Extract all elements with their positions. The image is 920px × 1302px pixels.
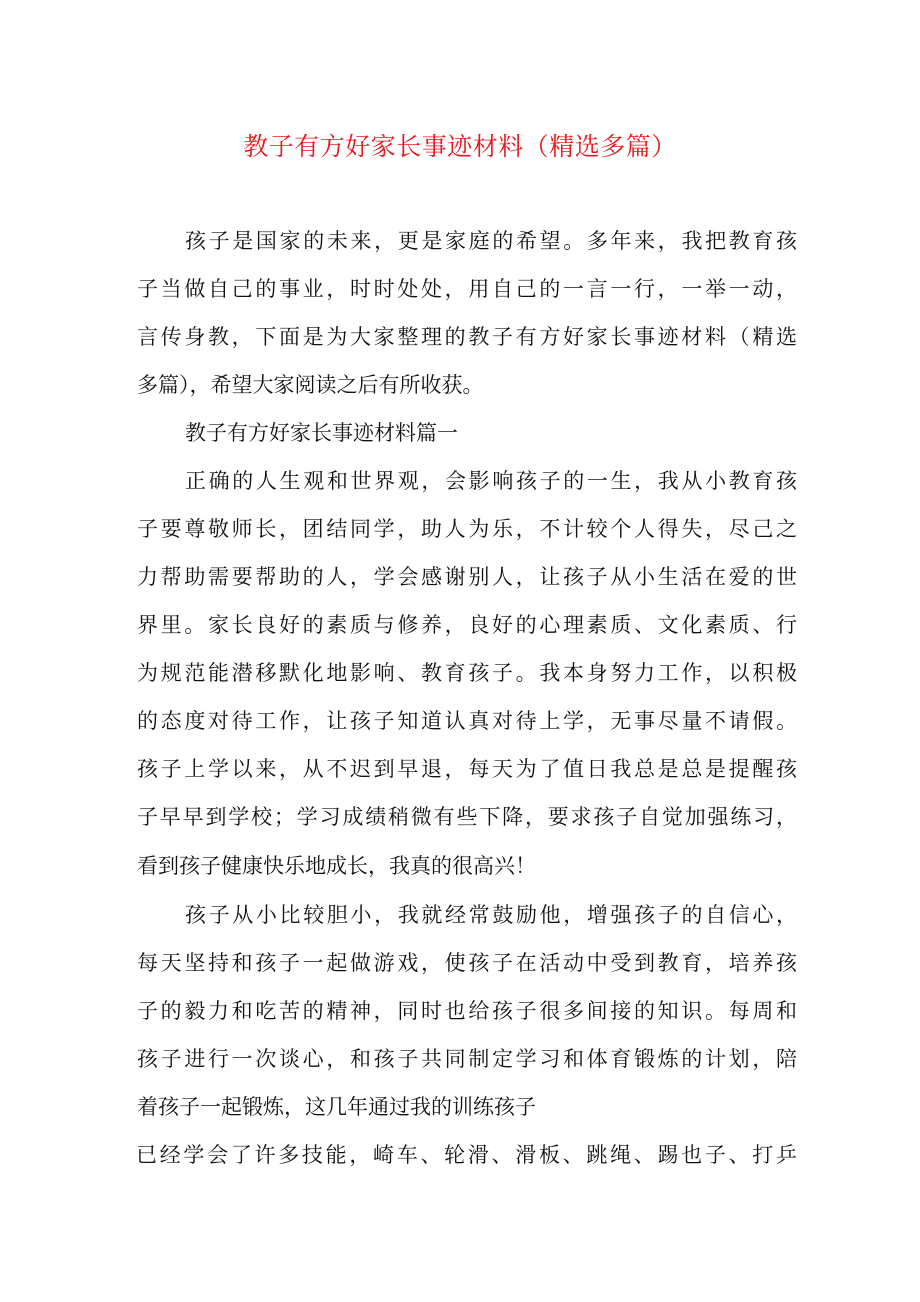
paragraph-line: 的态度对待工作，让孩子知道认真对待上学，无事尽量不请假。 <box>137 709 797 733</box>
paragraph-line: 为规范能潜移默化地影响、教育孩子。我本身努力工作，以积极 <box>137 661 797 685</box>
paragraph-line: 子当做自己的事业，时时处处，用自己的一言一行，一举一动， <box>137 277 797 301</box>
paragraph-line: 言传身教，下面是为大家整理的教子有方好家长事迹材料（精选 <box>137 325 797 349</box>
paragraph-line: 孩子从小比较胆小，我就经常鼓励他，增强孩子的自信心， <box>185 903 797 927</box>
section-heading: 教子有方好家长事迹材料篇一 <box>185 421 458 445</box>
paragraph-line: 孩子进行一次谈心，和孩子共同制定学习和体育锻炼的计划，陪 <box>137 1047 797 1071</box>
document-body <box>137 217 797 1179</box>
paragraph-line: 已经学会了许多技能，崎车、轮滑、滑板、跳绳、踢也子、打乒 <box>136 1143 797 1167</box>
paragraph-line: 孩子上学以来，从不迟到早退，每天为了值日我总是总是提醒孩 <box>137 757 797 781</box>
paragraph-line: 孩子是国家的未来，更是家庭的希望。多年来，我把教育孩 <box>185 229 797 253</box>
paragraph-line: 子早早到学校；学习成绩稍微有些下降，要求孩子自觉加强练习， <box>137 805 797 829</box>
paragraph-line: 正确的人生观和世界观，会影响孩子的一生，我从小教育孩 <box>185 469 797 493</box>
paragraph-line: 子要尊敬师长，团结同学，助人为乐，不计较个人得失，尽己之 <box>137 517 797 541</box>
document-title: 教子有方好家长事迹材料（精选多篇） <box>243 132 677 161</box>
paragraph-line: 力帮助需要帮助的人，学会感谢别人，让孩子从小生活在爱的世 <box>137 565 797 589</box>
paragraph-line: 看到孩子健康快乐地成长，我真的很高兴！ <box>137 854 536 878</box>
paragraph-line: 界里。家长良好的素质与修养，良好的心理素质、文化素质、行 <box>137 613 797 637</box>
paragraph-line: 每天坚持和孩子一起做游戏，使孩子在活动中受到教育，培养孩 <box>137 951 797 975</box>
paragraph-line: 着孩子一起锻炼，这几年通过我的训练孩子 <box>137 1095 536 1119</box>
paragraph-line: 多篇），希望大家阅读之后有所收获。 <box>137 373 484 397</box>
paragraph-line: 子的毅力和吃苦的精神，同时也给孩子很多间接的知识。每周和 <box>137 999 797 1023</box>
